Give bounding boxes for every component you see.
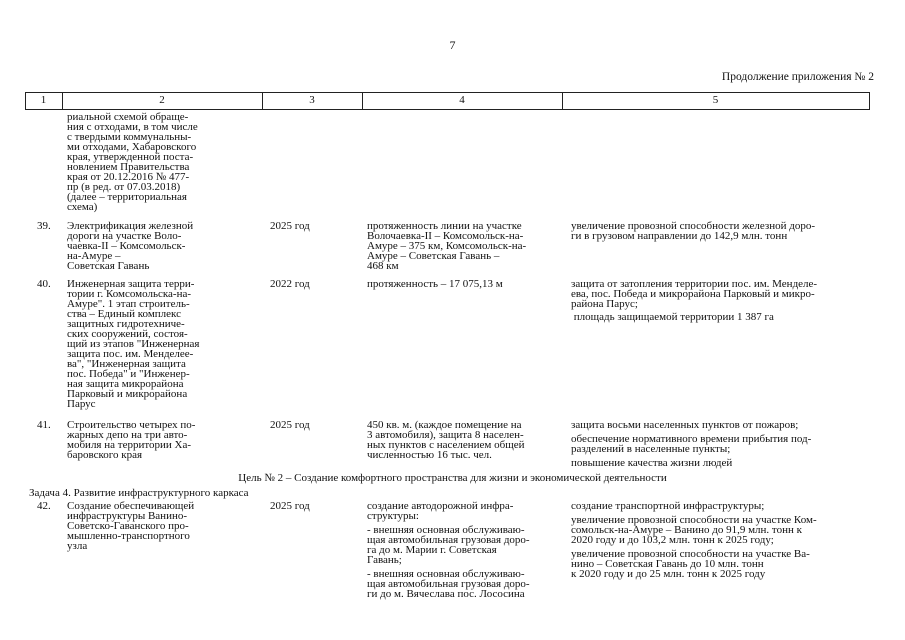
row-effect-line: увеличение провозной способности на участке Ком- xyxy=(571,514,817,526)
row-effect-line: сомольск-на-Амуре – Ванино до 91,9 млн. тонн к xyxy=(571,524,802,536)
row-effect-line: площадь защищаемой территории 1 387 га xyxy=(571,311,774,323)
row-name-line: Советско-Гаванского про- xyxy=(67,520,189,532)
carry-over-text-line: риальной схемой обраще- xyxy=(67,111,189,123)
row-name-line: Парус xyxy=(67,398,96,410)
row-indicator-line: 3 автомобиля), защита 8 населен- xyxy=(367,429,524,441)
row-name-line: жарных депо на три авто- xyxy=(67,429,188,441)
row-name-line: тории г. Комсомольска-на- xyxy=(67,288,192,300)
row-name-line: защитных гидротехниче- xyxy=(67,318,185,330)
row-indicator-line: 468 км xyxy=(367,260,399,272)
carry-over-text-line: пр (в ред. от 07.03.2018) xyxy=(67,181,181,193)
row-indicator-line: - внешняя основная обслуживаю- xyxy=(367,568,525,580)
row-name xyxy=(67,221,237,271)
row-effect-line: района Парус; xyxy=(571,298,638,310)
row-effect-line: ги в грузовом направлении до 142,9 млн. тонн xyxy=(571,230,788,242)
row-effect xyxy=(571,420,871,468)
row-name-line: инфраструктуры Ванино- xyxy=(67,510,188,522)
carry-over-text-line: ния с отходами, в том числе xyxy=(67,121,198,133)
row-indicator-line: Гавань; xyxy=(367,554,402,566)
row-name-line: баровского края xyxy=(67,449,143,461)
continuation-label: Продолжение приложения № 2 xyxy=(721,71,874,83)
row-number: 39. xyxy=(37,220,51,232)
row-effect-line: создание транспортной инфраструктуры; xyxy=(571,500,765,512)
row-number: 40. xyxy=(37,278,51,290)
row-name-line: дороги на участке Воло- xyxy=(67,230,182,242)
carry-over-text-line: края от 20.12.2016 № 477- xyxy=(67,171,190,183)
carry-over-text-line: с твердыми коммунальны- xyxy=(67,131,192,143)
column-header-4: 4 xyxy=(459,94,465,106)
row-name-line: чаевка-II – Комсомольск- xyxy=(67,240,186,252)
row-name-line: ва", "Инженерная защита xyxy=(67,358,186,370)
row-effect-line: нино – Советская Гавань до 10 млн. тонн xyxy=(571,558,764,570)
row-year: 2025 год xyxy=(270,419,310,431)
row-indicator-line: 450 кв. м. (каждое помещение на xyxy=(367,419,522,431)
row-name xyxy=(67,420,237,460)
row-name-line: щий из этапов "Инженерная xyxy=(67,338,200,350)
column-header-5: 5 xyxy=(712,94,719,106)
row-name-line: Электрификация железной xyxy=(67,220,194,232)
task-heading: Задача 4. Развитие инфраструктурного каркаса xyxy=(29,487,249,499)
row-name-line: мобиля на территории Ха- xyxy=(67,439,192,451)
row-indicator-line: протяженность – 17 075,13 м xyxy=(367,278,503,290)
row-indicator-line: численностью 16 тыс. чел. xyxy=(367,449,492,461)
row-effect-line: ева, пос. Победа и микрорайона Парковый и микро- xyxy=(571,288,815,300)
row-indicator-line: Амуре – 375 км, Комсомольск-на- xyxy=(367,240,527,252)
row-year: 2025 год xyxy=(270,220,310,232)
goal-heading: Цель № 2 – Создание комфортного пространства для жизни и экономической деятельности xyxy=(238,472,667,484)
row-effect-line: повышение качества жизни людей xyxy=(571,457,733,469)
row-name-line: Парковый и микрорайона xyxy=(67,388,188,400)
row-name-line: Советская Гавань xyxy=(67,260,150,272)
carry-over-text-line: края, утвержденной поста- xyxy=(67,151,194,163)
row-indicator-line: га до м. Марии г. Советская xyxy=(367,544,497,556)
carry-over-text xyxy=(67,112,237,212)
row-effect-line: защита восьми населенных пунктов от пожаров; xyxy=(571,419,799,431)
carry-over-text-line: схема) xyxy=(67,201,98,213)
row-indicator-line: ги до м. Вячеслава пос. Лососина xyxy=(367,588,525,600)
row-name-line: пос. Победа" и "Инженер- xyxy=(67,368,190,380)
row-indicator-line: - внешняя основная обслуживаю- xyxy=(367,524,525,536)
row-indicator-line: создание автодорожной инфра- xyxy=(367,500,514,512)
row-name-line: ских сооружений, состоя- xyxy=(67,328,188,340)
row-effect-line: к 2020 году и до 25 млн. тонн к 2025 году xyxy=(571,568,766,580)
row-name xyxy=(67,279,237,409)
row-name-line: ная защита микрорайона xyxy=(67,378,184,390)
row-effect-line: разделений в населенные пункты; xyxy=(571,443,731,455)
row-effect-line: защита от затопления территории пос. им. Менделе- xyxy=(571,278,818,290)
row-name xyxy=(67,501,237,551)
row-year: 2025 год xyxy=(270,500,310,512)
row-effect-line: увеличение провозной способности на участке Ва- xyxy=(571,548,810,560)
row-indicator-line: щая автомобильная грузовая доро- xyxy=(367,534,530,546)
column-header-2: 2 xyxy=(159,94,165,106)
column-header-1: 1 xyxy=(40,94,47,106)
row-indicator xyxy=(367,221,542,271)
row-effect-line: 2020 году и до 103,2 млн. тонн к 2025 году; xyxy=(571,534,774,546)
row-name-line: ства – Единый комплекс xyxy=(67,308,181,320)
row-year: 2022 год xyxy=(270,278,310,290)
carry-over-text-line: новлением Правительства xyxy=(67,161,190,173)
row-name-line: Строительство четырех по- xyxy=(67,419,196,431)
page-number: 7 xyxy=(449,38,456,52)
row-effect-line: увеличение провозной способности железной доро- xyxy=(571,220,816,232)
row-number: 42. xyxy=(37,500,51,512)
row-indicator-line: протяженность линии на участке xyxy=(367,220,522,232)
row-indicator xyxy=(367,501,542,599)
row-effect xyxy=(571,279,871,322)
row-name-line: защита пос. им. Менделее- xyxy=(67,348,194,360)
row-indicator-line: Волочаевка-II – Комсомольск-на- xyxy=(367,230,524,242)
row-effect xyxy=(571,501,871,579)
column-header-3: 3 xyxy=(309,94,315,106)
row-name-line: Амуре". 1 этап строитель- xyxy=(67,298,190,310)
row-effect xyxy=(571,221,871,241)
column-divider xyxy=(869,93,870,109)
row-number: 41. xyxy=(37,419,51,431)
carry-over-text-line: (далее – территориальная xyxy=(67,191,187,203)
table-header xyxy=(25,92,870,110)
carry-over-text-line: ми отходами, Хабаровского xyxy=(67,141,197,153)
row-name-line: узла xyxy=(67,540,88,552)
row-indicator xyxy=(367,279,542,289)
row-indicator xyxy=(367,420,542,460)
row-name-line: Инженерная защита терри- xyxy=(67,278,195,290)
row-effect-line: обеспечение нормативного времени прибытия под- xyxy=(571,433,812,445)
row-name-line: Создание обеспечивающей xyxy=(67,500,195,512)
row-indicator-line: Амуре – Советская Гавань – xyxy=(367,250,500,262)
row-name-line: на-Амуре – xyxy=(67,250,121,262)
row-name-line: мышленно-транспортного xyxy=(67,530,190,542)
row-indicator-line: структуры: xyxy=(367,510,419,522)
row-indicator-line: щая автомобильная грузовая доро- xyxy=(367,578,530,590)
row-indicator-line: ных пунктов с населением общей xyxy=(367,439,525,451)
